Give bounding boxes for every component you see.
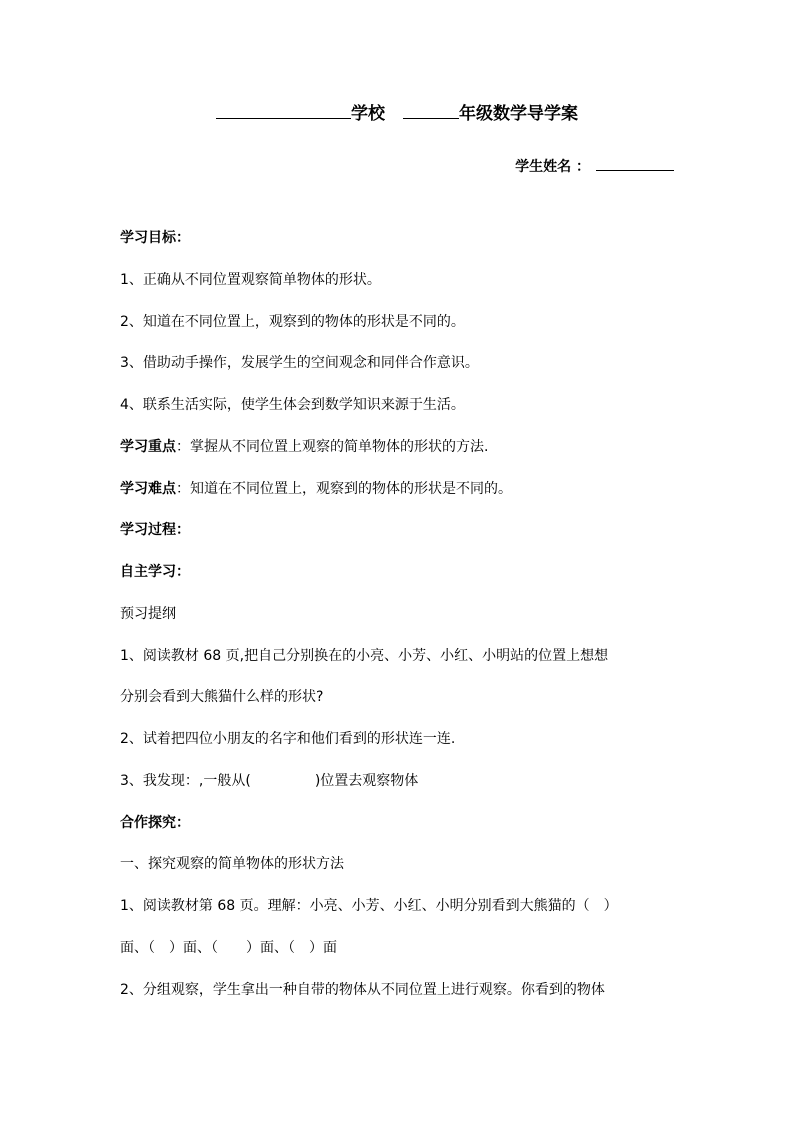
key-point-text: ：掌握从不同位置上观察的简单物体的形状的方法. [176, 438, 489, 455]
self-study-q3 [120, 771, 700, 813]
objective-item-4: 4、联系生活实际，使学生体会到数学知识来源于生活。 [120, 397, 465, 413]
q3-prefix: 3、我发现：,一般从( [120, 772, 251, 789]
student-name-blank[interactable] [596, 154, 674, 171]
cooperation-q1-line2: 面、（ ）面、（ ）面、（ ）面 [120, 939, 337, 956]
student-name-line [515, 154, 674, 179]
objective-item-1: 1、正确从不同位置观察简单物体的形状。 [120, 271, 381, 288]
school-suffix: 学校 [351, 104, 385, 124]
self-study-q1-line1: 1、阅读教材 68 页,把自己分别换在的小亮、小芳、小红、小明站的位置上想想 [120, 647, 609, 664]
self-study-q2: 2、试着把四位小朋友的名字和他们看到的形状连一连. [120, 731, 456, 747]
cooperation-heading: 合作探究： [120, 814, 190, 831]
difficulty-line [120, 479, 700, 521]
cooperation-q2-line1: 2、分组观察，学生拿出一种自带的物体从不同位置上进行观察。你看到的物体 [120, 981, 605, 998]
school-name-blank[interactable] [216, 100, 351, 119]
key-point-line [120, 437, 700, 479]
outline-title: 预习提纲 [120, 605, 176, 622]
objectives-heading: 学习目标： [120, 230, 190, 246]
document-title [0, 100, 794, 126]
q3-suffix: )位置去观察物体 [314, 772, 419, 789]
student-name-label: 学生姓名 ： [515, 159, 590, 175]
objective-item-3: 3、借助动手操作，发展学生的空间观念和同伴合作意识。 [120, 355, 479, 372]
cooperation-section-1: 一、探究观察的简单物体的形状方法 [120, 856, 344, 873]
self-study-q1-line2: 分别会看到大熊猫什么样的形状? [120, 689, 324, 706]
objective-item-2: 2、知道在不同位置上，观察到的物体的形状是不同的。 [120, 313, 465, 330]
difficulty-label: 学习难点 [120, 480, 176, 497]
grade-suffix: 年级数学导学案 [459, 104, 578, 124]
key-point-label: 学习重点 [120, 438, 176, 455]
difficulty-text: ：知道在不同位置上，观察到的物体的形状是不同的。 [176, 480, 512, 497]
self-study-heading: 自主学习： [120, 564, 190, 580]
process-heading: 学习过程： [120, 522, 190, 539]
grade-blank[interactable] [403, 100, 459, 119]
cooperation-q1-line1: 1、阅读教材第 68 页。理解：小亮、小芳、小红、小明分别看到大熊猫的（ ） [120, 898, 618, 914]
document-body [120, 228, 700, 1021]
